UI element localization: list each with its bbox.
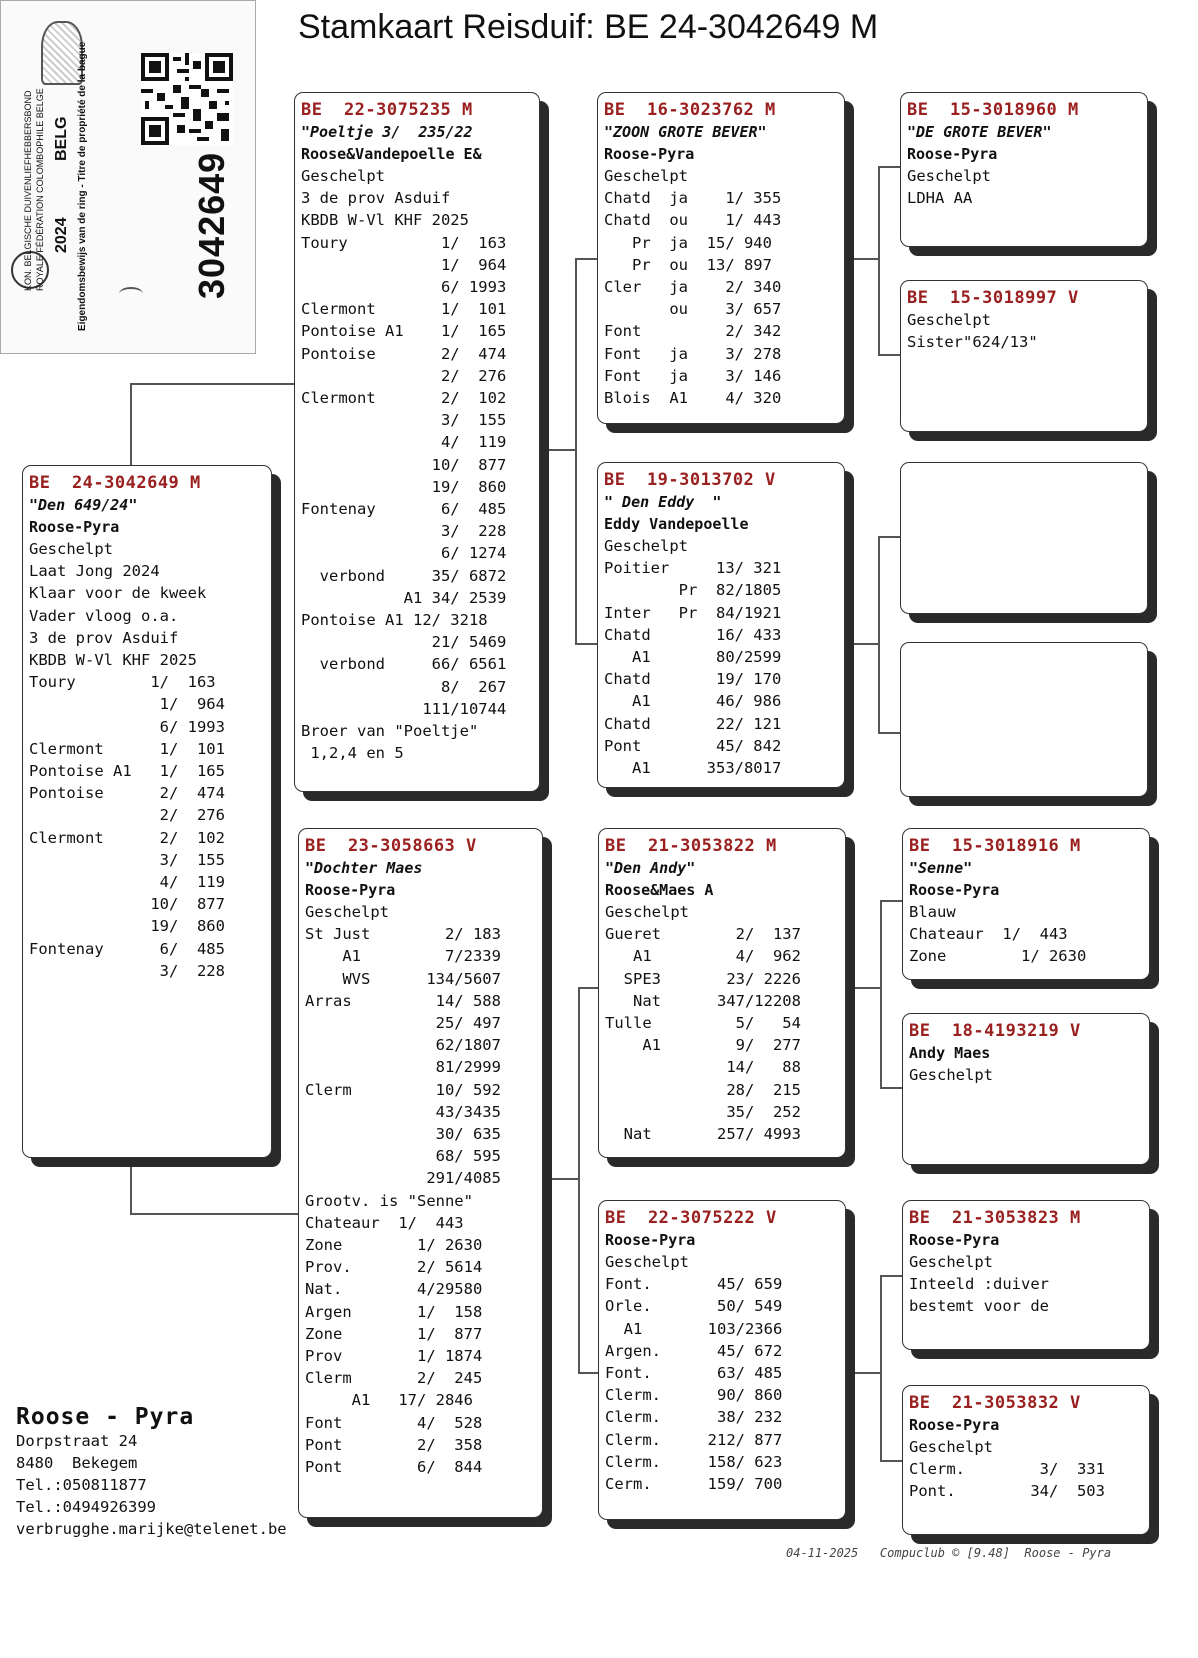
result-line: Geschelpt (305, 903, 389, 921)
result-line: 28/ 215 (605, 1080, 801, 1099)
connector (880, 900, 902, 902)
result-line: Geschelpt (301, 167, 385, 185)
result-line: verbond 35/ 6872 (301, 566, 507, 585)
result-line: 3 de prov Asduif (301, 189, 451, 208)
result-line: 35/ 252 (605, 1102, 801, 1121)
result-line: Zone 1/ 877 (305, 1324, 483, 1343)
breeder-tel2: Tel.:0494926399 (16, 1498, 156, 1516)
result-line: 19/ 860 (301, 477, 507, 496)
ring-number: BE 15-3018916 M (909, 836, 1081, 856)
result-line: Fontenay 6/ 485 (301, 500, 507, 519)
result-line: Font. 45/ 659 (605, 1275, 783, 1294)
breeder-info (16, 1404, 287, 1540)
pigeon-name: "Poeltje 3/ 235/22 (301, 123, 473, 141)
result-line: 62/1807 (305, 1036, 501, 1055)
result-line: Clerm. 212/ 877 (605, 1430, 783, 1449)
result-line: 3/ 228 (301, 522, 507, 541)
connector (880, 1087, 902, 1089)
connector (575, 643, 597, 645)
result-line: A1 7/2339 (305, 947, 501, 966)
result-line: Poitier 13/ 321 (604, 559, 782, 578)
result-line: 3/ 155 (29, 850, 225, 869)
pigeon-card-mfm[interactable] (902, 1013, 1150, 1165)
connector (854, 1372, 880, 1374)
pigeon-card-mother-mother[interactable] (598, 1200, 846, 1520)
connector (878, 732, 900, 734)
ring-number: BE 15-3018960 M (907, 100, 1079, 120)
result-line: 3/ 228 (29, 961, 225, 980)
result-line: KBDB W-Vl KHF 2025 (301, 211, 469, 230)
result-line: Clerm 10/ 592 (305, 1080, 501, 1099)
result-line: Inter Pr 84/1921 (604, 603, 782, 622)
result-line: Clermont 1/ 101 (29, 739, 225, 758)
result-line: Broer van "Poeltje" (301, 722, 479, 741)
pigeon-card-fff[interactable] (900, 92, 1148, 247)
result-line: Pont 6/ 844 (305, 1458, 483, 1477)
pigeon-card-ffm[interactable] (900, 280, 1148, 432)
result-line: Pont 45/ 842 (604, 736, 782, 755)
result-line: Tulle 5/ 54 (605, 1014, 801, 1033)
result-line: Chateaur 1/ 443 (909, 925, 1068, 944)
result-line: Pontoise 2/ 474 (301, 344, 507, 363)
result-line: Pont. 34/ 503 (909, 1482, 1105, 1501)
connector (854, 987, 880, 989)
result-line: Chatd ou 1/ 443 (604, 211, 782, 230)
pigeon-name: " Den Eddy " (604, 493, 722, 511)
result-line: Font 4/ 528 (305, 1413, 483, 1432)
pigeon-owner: Roose-Pyra (305, 881, 396, 899)
result-line: Clermont 2/ 102 (301, 389, 507, 408)
result-line: Zone 1/ 2630 (305, 1236, 483, 1255)
result-line: Cler ja 2/ 340 (604, 278, 782, 297)
result-line: 6/ 1993 (29, 717, 225, 736)
ring-number: BE 15-3018997 V (907, 288, 1079, 308)
result-line: Toury 1/ 163 (301, 233, 507, 252)
result-line: Klaar voor de kweek (29, 584, 207, 603)
result-line: Nat. 4/29580 (305, 1280, 483, 1299)
result-line: LDHA AA (907, 189, 973, 208)
connector (878, 166, 880, 354)
pigeon-card-mff[interactable] (902, 828, 1150, 980)
result-line: Prov 1/ 1874 (305, 1347, 483, 1366)
result-line: 6/ 1993 (301, 278, 507, 297)
result-line: 14/ 88 (605, 1058, 801, 1077)
pigeon-card-mother[interactable] (298, 828, 543, 1518)
result-line: Clermont 1/ 101 (301, 300, 507, 319)
result-line: Geschelpt (29, 540, 113, 558)
result-line: Geschelpt (909, 1066, 993, 1084)
result-line: 19/ 860 (29, 917, 225, 936)
pigeon-card-father[interactable] (294, 92, 540, 792)
result-line: ou 3/ 657 (604, 300, 782, 319)
result-line: Blauw (909, 903, 956, 921)
result-line: Clerm. 90/ 860 (605, 1386, 783, 1405)
result-line: Pr ou 13/ 897 (604, 255, 772, 274)
result-line: Pontoise A1 1/ 165 (301, 322, 507, 341)
breeder-email[interactable]: verbrugghe.marijke@telenet.be (16, 1520, 287, 1538)
result-line: 2/ 276 (29, 806, 225, 825)
result-line: 81/2999 (305, 1058, 501, 1077)
result-line: bestemt voor de (909, 1297, 1049, 1316)
ring-ownership-card (0, 0, 256, 354)
pigeon-name: "Den Andy" (605, 859, 696, 877)
connector (578, 1372, 598, 1374)
pigeon-owner: Roose&Vandepoelle E& (301, 145, 482, 163)
ring-number: BE 21-3053823 M (909, 1208, 1081, 1228)
result-line: Chatd 16/ 433 (604, 625, 782, 644)
result-line: 68/ 595 (305, 1147, 501, 1166)
result-line: Vader vloog o.a. (29, 606, 179, 625)
pigeon-card-father-father[interactable] (597, 92, 845, 424)
result-line: Font 2/ 342 (604, 322, 782, 341)
qr-code-icon (141, 53, 233, 145)
result-line: Clerm. 158/ 623 (605, 1452, 783, 1471)
result-line: 10/ 877 (29, 895, 225, 914)
pigeon-card-mmf[interactable] (902, 1200, 1150, 1350)
pigeon-card-mmm[interactable] (902, 1385, 1150, 1535)
result-line: Geschelpt (909, 1253, 993, 1271)
ring-number: BE 21-3053822 M (605, 836, 777, 856)
connector (130, 383, 294, 385)
connector (880, 1275, 882, 1460)
result-line: Pont 2/ 358 (305, 1435, 483, 1454)
result-line: 25/ 497 (305, 1014, 501, 1033)
result-line: KBDB W-Vl KHF 2025 (29, 651, 197, 670)
result-line: A1 4/ 962 (605, 947, 801, 966)
breeder-name: Roose - Pyra (16, 1404, 195, 1430)
result-line: 3 de prov Asduif (29, 628, 179, 647)
page-title: Stamkaart Reisduif: BE 24-3042649 M (298, 8, 879, 46)
result-line: Geschelpt (907, 167, 991, 185)
ring-card-year: 2024 (53, 217, 70, 253)
result-line: Laat Jong 2024 (29, 562, 160, 581)
result-line: Pr 82/1805 (604, 581, 782, 600)
result-line: 111/10744 (301, 699, 507, 718)
pigeon-owner: Roose-Pyra (909, 881, 1000, 899)
pigeon-card-fmm[interactable] (900, 642, 1148, 797)
result-line: Nat 347/12208 (605, 991, 801, 1010)
connector (130, 1213, 298, 1215)
result-line: Font. 63/ 485 (605, 1364, 783, 1383)
result-line: Zone 1/ 2630 (909, 947, 1087, 966)
connector (852, 643, 878, 645)
result-line: Nat 257/ 4993 (605, 1125, 801, 1144)
connector (578, 987, 580, 1372)
result-line: Sister"624/13" (907, 333, 1038, 352)
result-line: Grootv. is "Senne" (305, 1191, 473, 1210)
result-line: WVS 134/5607 (305, 969, 501, 988)
result-line: 1/ 964 (29, 695, 225, 714)
result-line: A1 80/2599 (604, 648, 782, 667)
result-line: Geschelpt (605, 903, 689, 921)
result-line: Clermont 2/ 102 (29, 828, 225, 847)
result-line: Geschelpt (604, 167, 688, 185)
pigeon-card-subject[interactable] (22, 465, 272, 1158)
result-line: Toury 1/ 163 (29, 673, 216, 692)
result-line: 291/4085 (305, 1169, 501, 1188)
pigeon-owner: Roose-Pyra (605, 1231, 696, 1249)
connector (878, 166, 900, 168)
result-line: A1 9/ 277 (605, 1036, 801, 1055)
connector (880, 1275, 902, 1277)
ring-card-org-line1: KON. BELGISCHE DUIVENLIEFHEBBERSBOND (23, 90, 33, 291)
result-line: 1,2,4 en 5 (301, 744, 404, 763)
pigeon-owner: Roose&Maes A (605, 881, 714, 899)
result-line: Font ja 3/ 146 (604, 366, 782, 385)
result-line: Clerm. 3/ 331 (909, 1460, 1105, 1479)
result-line: Pontoise A1 1/ 165 (29, 762, 225, 781)
ring-number: BE 19-3013702 V (604, 470, 776, 490)
result-line: 4/ 119 (29, 873, 225, 892)
result-line: Chatd 19/ 170 (604, 670, 782, 689)
result-line: A1 103/2366 (605, 1319, 783, 1338)
breeder-city: 8480 Bekegem (16, 1454, 138, 1472)
connector (878, 536, 880, 732)
result-line: Geschelpt (605, 1253, 689, 1271)
result-line: Fontenay 6/ 485 (29, 939, 225, 958)
ring-card-number: 3042649 (191, 151, 232, 299)
result-line: Blois A1 4/ 320 (604, 389, 782, 408)
pigeon-name: "Senne" (909, 859, 973, 877)
connector (878, 354, 900, 356)
breeder-tel1: Tel.:050811877 (16, 1476, 147, 1494)
ring-number: BE 18-4193219 V (909, 1021, 1081, 1041)
result-line: Clerm 2/ 245 (305, 1369, 483, 1388)
result-line: 3/ 155 (301, 411, 507, 430)
pigeon-owner: Roose-Pyra (909, 1231, 1000, 1249)
result-line: 8/ 267 (301, 677, 507, 696)
result-line: Geschelpt (909, 1438, 993, 1456)
result-line: Cerm. 159/ 700 (605, 1475, 783, 1494)
ring-number: BE 24-3042649 M (29, 473, 201, 493)
ring-number: BE 21-3053832 V (909, 1393, 1081, 1413)
result-line: 30/ 635 (305, 1125, 501, 1144)
ring-number: BE 22-3075222 V (605, 1208, 777, 1228)
result-line: Geschelpt (907, 311, 991, 329)
pigeon-owner: Roose-Pyra (29, 518, 120, 536)
pigeon-name: "Dochter Maes (305, 859, 423, 877)
connector (880, 900, 882, 1087)
pigeon-owner: Roose-Pyra (604, 145, 695, 163)
result-line: Arras 14/ 588 (305, 991, 501, 1010)
pigeon-owner: Eddy Vandepoelle (604, 515, 749, 533)
footer-print-info: 04-11-2025 Compuclub © [9.48] Roose - Pyra (786, 1546, 1112, 1560)
pigeon-card-mother-father[interactable] (598, 828, 846, 1158)
connector (548, 449, 575, 451)
connector (130, 383, 132, 465)
result-line: Font ja 3/ 278 (604, 344, 782, 363)
pigeon-name: "Den 649/24" (29, 496, 138, 514)
connector (550, 1178, 578, 1180)
result-line: Geschelpt (604, 537, 688, 555)
connector (878, 536, 900, 538)
result-line: Orle. 50/ 549 (605, 1297, 783, 1316)
result-line: Chatd ja 1/ 355 (604, 189, 782, 208)
ring-card-mark (119, 287, 143, 301)
result-line: Pr ja 15/ 940 (604, 233, 772, 252)
result-line: Argen. 45/ 672 (605, 1341, 783, 1360)
connector (880, 1460, 902, 1462)
pigeon-name: "DE GROTE BEVER" (907, 123, 1052, 141)
result-line: 6/ 1274 (301, 544, 507, 563)
result-line: A1 46/ 986 (604, 692, 782, 711)
result-line: Pontoise A1 12/ 3218 (301, 611, 488, 630)
result-line: 1/ 964 (301, 255, 507, 274)
pigeon-card-fmf[interactable] (900, 462, 1148, 614)
result-line: St Just 2/ 183 (305, 925, 501, 944)
result-line: 10/ 877 (301, 455, 507, 474)
result-line: Clerm. 38/ 232 (605, 1408, 783, 1427)
pigeon-card-father-mother[interactable] (597, 462, 845, 788)
result-line: Argen 1/ 158 (305, 1302, 483, 1321)
result-line: Prov. 2/ 5614 (305, 1258, 483, 1277)
connector (575, 258, 577, 643)
connector (578, 987, 598, 989)
ring-number: BE 16-3023762 M (604, 100, 776, 120)
result-line: Gueret 2/ 137 (605, 925, 801, 944)
breeder-address: Dorpstraat 24 (16, 1432, 138, 1450)
pigeon-owner: Roose-Pyra (907, 145, 998, 163)
pigeon-name: "ZOON GROTE BEVER" (604, 123, 767, 141)
result-line: Inteeld :duiver (909, 1275, 1049, 1294)
result-line: 43/3435 (305, 1102, 501, 1121)
result-line: 21/ 5469 (301, 633, 507, 652)
ring-card-ownership-text: Eigendomsbewijs van de ring - Titre de propriété de la bague (77, 41, 88, 331)
pigeon-owner: Andy Maes (909, 1044, 991, 1062)
result-line: Pontoise 2/ 474 (29, 784, 225, 803)
ring-number: BE 22-3075235 M (301, 100, 473, 120)
result-line: 2/ 276 (301, 366, 507, 385)
result-line: A1 34/ 2539 (301, 588, 507, 607)
pigeon-owner: Roose-Pyra (909, 1416, 1000, 1434)
result-line: verbond 66/ 6561 (301, 655, 507, 674)
result-line: A1 17/ 2846 (305, 1391, 473, 1410)
ring-card-org-line2: ROYALE FÉDÉRATION COLOMBOPHILE BELGE (35, 88, 45, 291)
result-line: Chatd 22/ 121 (604, 714, 782, 733)
connector (575, 258, 597, 260)
ring-card-country: BELG (53, 116, 70, 161)
result-line: SPE3 23/ 2226 (605, 969, 801, 988)
connector (852, 258, 878, 260)
result-line: 4/ 119 (301, 433, 507, 452)
result-line: A1 353/8017 (604, 759, 782, 778)
ring-number: BE 23-3058663 V (305, 836, 477, 856)
result-line: Chateaur 1/ 443 (305, 1213, 464, 1232)
